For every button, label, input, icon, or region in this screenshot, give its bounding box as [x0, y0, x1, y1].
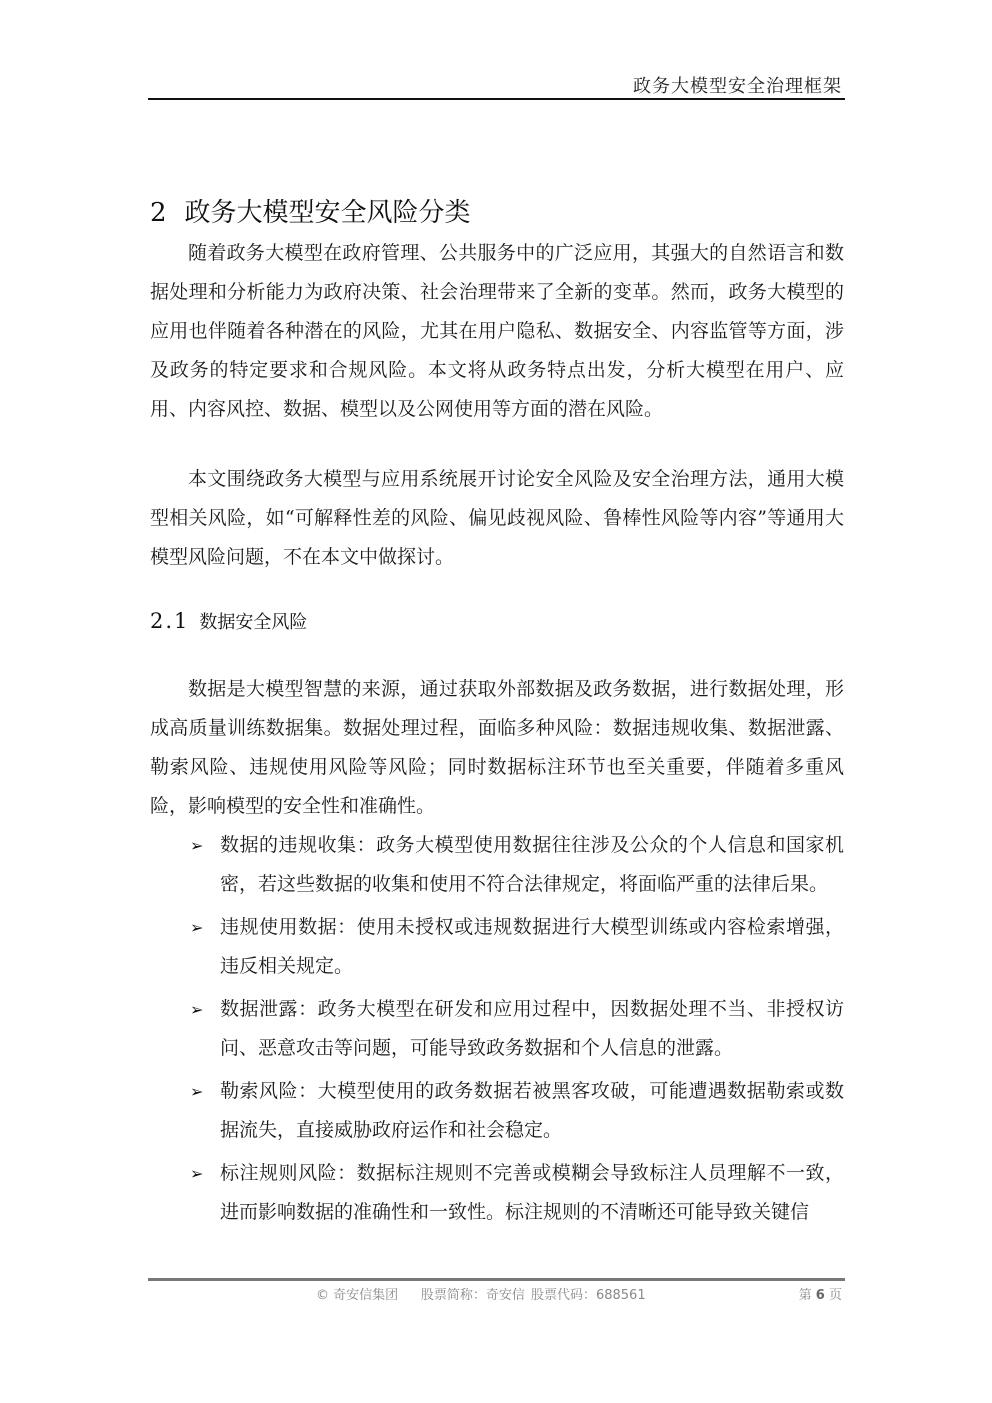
subsection-title: 数据安全风险 — [199, 612, 308, 633]
list-item — [150, 1072, 844, 1150]
page-prefix: 第 — [798, 1288, 812, 1303]
section-paragraph-1: 随着政务大模型在政府管理、公共服务中的广泛应用，其强大的自然语言和数据处理和分析能力为政府决策、社会治理带来了全新的变革。然而，政务大模型的应用也伴随着各种潜在的风险，尤其在用户隐私、数据安全、内容监管等方面，涉及政务的特定要求和合规风险。本文将从政务特点出发，分析大模型在用户、应用、内容风控、数据、模型以及公网使用等方面的潜在风险。 — [150, 242, 844, 420]
arrow-bullet-icon: ➢ — [190, 1082, 204, 1101]
subsection-heading — [150, 608, 307, 634]
arrow-bullet-icon: ➢ — [190, 918, 204, 937]
section-number: 2 — [150, 198, 167, 228]
section-title: 政务大模型安全风险分类 — [184, 198, 471, 228]
arrow-bullet-icon: ➢ — [190, 836, 204, 855]
footer-stock-code: 股票代码：688561 — [530, 1288, 646, 1303]
list-item-text: 违规使用数据：使用未授权或违规数据进行大模型训练或内容检索增强，违反相关规定。 — [220, 916, 844, 977]
list-item — [150, 908, 844, 986]
footer-divider — [148, 1278, 845, 1281]
list-item — [150, 826, 844, 904]
arrow-bullet-icon: ➢ — [190, 1000, 204, 1019]
page-suffix: 页 — [828, 1288, 842, 1303]
list-item — [150, 1154, 844, 1232]
page-number — [799, 1284, 842, 1303]
list-item-text: 勒索风险：大模型使用的政务数据若被黑客攻破，可能遭遇数据勒索或数据流失，直接威胁政府运作和社会稳定。 — [220, 1080, 844, 1141]
footer-info — [316, 1284, 648, 1303]
running-header-title: 政务大模型安全治理框架 — [633, 76, 842, 97]
footer-stock-abbr: 股票简称：奇安信 — [420, 1288, 525, 1303]
subsection-number: 2.1 — [150, 609, 190, 633]
footer-copyright: © 奇安信集团 — [316, 1288, 399, 1303]
header-divider — [148, 98, 845, 100]
list-item-text: 标注规则风险：数据标注规则不完善或模糊会导致标注人员理解不一致，进而影响数据的准确性和一致性。标注规则的不清晰还可能导致关键信 — [220, 1162, 844, 1223]
list-item — [150, 990, 844, 1068]
section-heading — [150, 192, 471, 229]
arrow-bullet-icon: ➢ — [190, 1164, 204, 1183]
list-item-text: 数据的违规收集：政务大模型使用数据往往涉及公众的个人信息和国家机密，若这些数据的收集和使用不符合法律规定，将面临严重的法律后果。 — [220, 834, 844, 895]
page-number-value: 6 — [815, 1288, 825, 1303]
list-item-text: 数据泄露：政务大模型在研发和应用过程中，因数据处理不当、非授权访问、恶意攻击等问题，可能导致政务数据和个人信息的泄露。 — [220, 998, 844, 1059]
subsection-paragraph: 数据是大模型智慧的来源，通过获取外部数据及政务数据，进行数据处理，形成高质量训练数据集。数据处理过程，面临多种风险：数据违规收集、数据泄露、勒索风险、违规使用风险等风险；同时数据标注环节也至关重要，伴随着多重风险，影响模型的安全性和准确性。 — [150, 678, 844, 817]
risk-bullet-list — [150, 826, 844, 1236]
section-paragraph-2: 本文围绕政务大模型与应用系统展开讨论安全风险及安全治理方法，通用大模型相关风险，如“可解释性差的风险、偏见歧视风险、鲁棒性风险等内容”等通用大模型风险问题，不在本文中做探讨。 — [150, 468, 844, 568]
